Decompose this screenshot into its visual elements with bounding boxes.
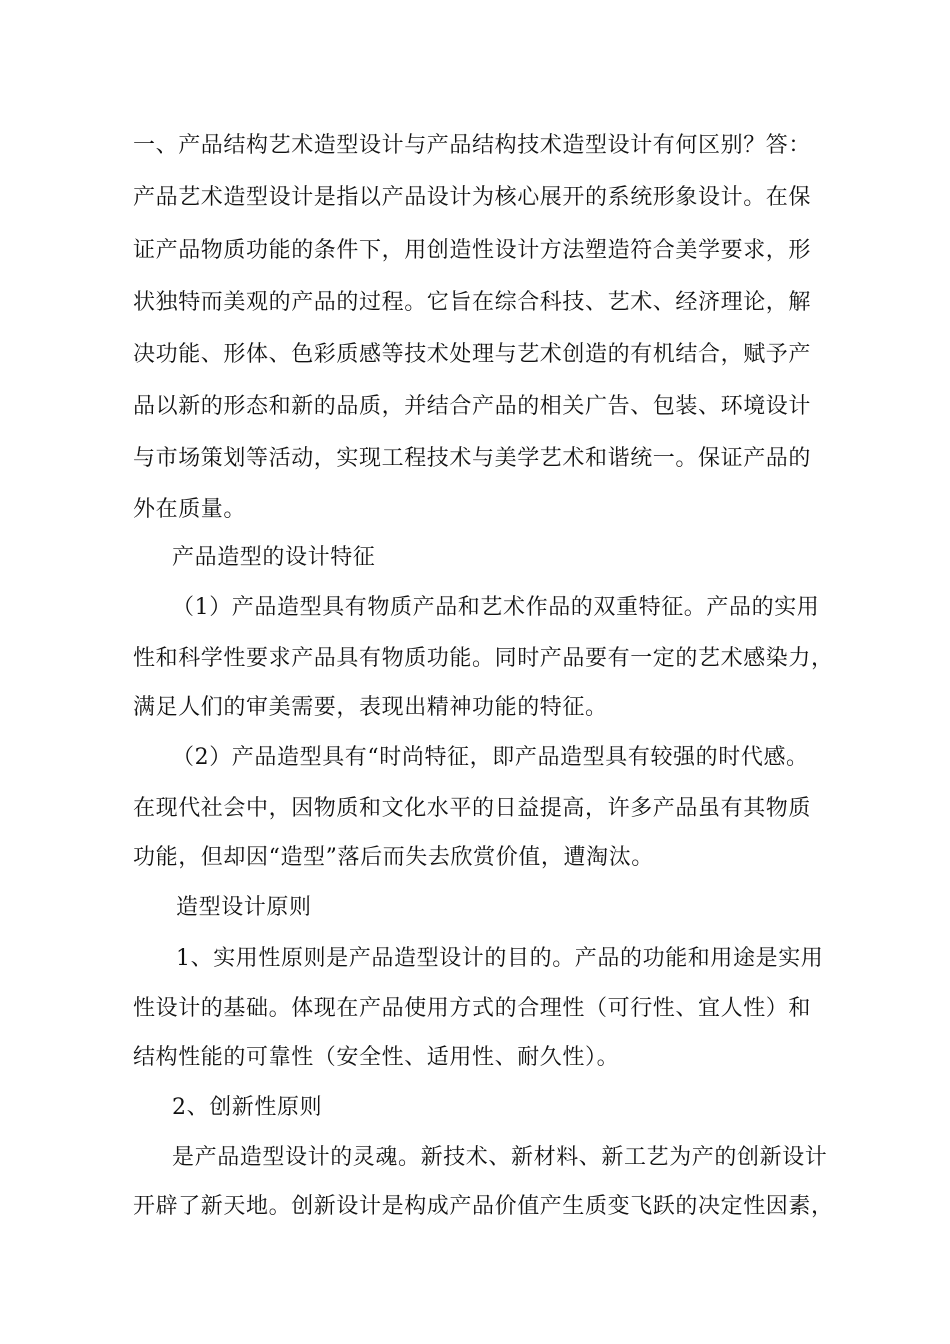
body-line: 性和科学性要求产品具有物质功能。同时产品要有一定的艺术感染力，: [133, 646, 834, 671]
body-line: 功能，但却因“造型”落后而失去欣赏价值，遭淘汰。: [133, 845, 654, 870]
body-line: 证产品物质功能的条件下，用创造性设计方法塑造符合美学要求，形: [133, 238, 812, 263]
body-line: 结构性能的可靠性（安全性、适用性、耐久性）。: [133, 1045, 620, 1070]
section-heading: 2、创新性原则: [172, 1095, 323, 1120]
body-line: 品以新的形态和新的品质，并结合产品的相关广告、包装、环境设计: [133, 394, 812, 419]
section-heading: 产品造型的设计特征: [172, 545, 376, 570]
question-heading: 一、产品结构艺术造型设计与产品结构技术造型设计有何区别？答：: [133, 133, 812, 158]
body-line: （2）产品造型具有“时尚特征，即产品造型具有较强的时代感。: [172, 745, 809, 770]
body-line: 在现代社会中，因物质和文化水平的日益提高，许多产品虽有其物质: [133, 796, 812, 821]
body-line: （1）产品造型具有物质产品和艺术作品的双重特征。产品的实用: [172, 595, 820, 620]
section-heading: 造型设计原则: [176, 895, 312, 920]
body-line: 与市场策划等活动，实现工程技术与美学艺术和谐统一。保证产品的: [133, 446, 812, 471]
body-line: 产品艺术造型设计是指以产品设计为核心展开的系统形象设计。在保: [133, 185, 812, 210]
body-line: 开辟了新天地。创新设计是构成产品价值产生质变飞跃的决定性因素，: [133, 1194, 834, 1219]
body-line: 是产品造型设计的灵魂。新技术、新材料、新工艺为产的创新设计: [172, 1145, 828, 1170]
body-line: 外在质量。: [133, 497, 247, 522]
body-line: 性设计的基础。体现在产品使用方式的合理性（可行性、宜人性）和: [133, 996, 812, 1021]
body-line: 1、实用性原则是产品造型设计的目的。产品的功能和用途是实用: [176, 946, 824, 971]
body-line: 状独特而美观的产品的过程。它旨在综合科技、艺术、经济理论，解: [133, 290, 812, 315]
body-line: 决功能、形体、色彩质感等技术处理与艺术创造的有机结合，赋予产: [133, 342, 812, 367]
body-line: 满足人们的审美需要，表现出精神功能的特征。: [133, 695, 608, 720]
